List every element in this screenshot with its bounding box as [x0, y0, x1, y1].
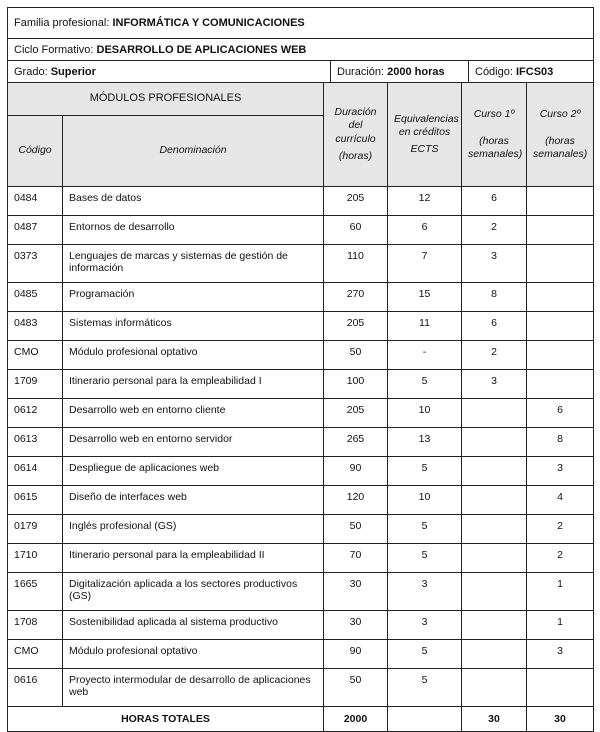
codigo-cell: 1708: [8, 611, 63, 640]
duracion-cell: 30: [324, 573, 388, 611]
ects-cell: 3: [388, 611, 462, 640]
table-row: [8, 515, 594, 544]
table-row: [8, 341, 594, 370]
denominacion-cell: Lenguajes de marcas y sistemas de gestión de información: [63, 245, 324, 283]
denominacion-cell: Desarrollo web en entorno servidor: [63, 428, 324, 457]
grado-row: [8, 61, 594, 83]
curriculum-document: [7, 7, 593, 732]
curso2-header-line: semanales): [533, 148, 588, 161]
denominacion-cell: Módulo profesional optativo: [63, 341, 324, 370]
curso1-cell: [462, 428, 527, 457]
duracion-label: Duración:: [337, 65, 388, 78]
table-row: [8, 245, 594, 283]
ects-cell: 5: [388, 370, 462, 399]
duracion-cell: 205: [324, 399, 388, 428]
table-row: [8, 216, 594, 245]
curso1-header-line: semanales): [468, 148, 523, 161]
curso2-header-line: (horas: [545, 134, 575, 147]
duracion-cell: 90: [324, 457, 388, 486]
curso1-cell: [462, 611, 527, 640]
totals-label: HORAS TOTALES: [8, 707, 324, 732]
duracion-cell: 100: [324, 370, 388, 399]
curso2-header: [527, 83, 594, 187]
denominacion-cell: Despliegue de aplicaciones web: [63, 457, 324, 486]
curso1-cell: [462, 573, 527, 611]
codigo-value: IFCS03: [515, 65, 554, 78]
table-row: [8, 611, 594, 640]
denominacion-cell: Bases de datos: [63, 187, 324, 216]
curso1-cell: 8: [462, 283, 527, 312]
curso2-cell: [527, 216, 594, 245]
duracion-cell: 50: [324, 669, 388, 707]
ects-cell: 7: [388, 245, 462, 283]
ects-header: [388, 83, 462, 187]
codigo-cell: 0485: [8, 283, 63, 312]
denominacion-cell: Sostenibilidad aplicada al sistema productivo: [63, 611, 324, 640]
grado-cell: [8, 61, 331, 83]
table-row: [8, 399, 594, 428]
ects-header-line: ECTS: [410, 143, 439, 156]
grado-value: Superior: [50, 65, 96, 78]
duracion-cell: 60: [324, 216, 388, 245]
denominacion-cell: Sistemas informáticos: [63, 312, 324, 341]
table-row: [8, 187, 594, 216]
duracion-cell: 205: [324, 187, 388, 216]
table-row: [8, 573, 594, 611]
curso1-header: [462, 83, 527, 187]
curso1-cell: [462, 515, 527, 544]
ciclo-label: Ciclo Formativo:: [14, 43, 97, 56]
denominacion-cell: Desarrollo web en entorno cliente: [63, 399, 324, 428]
ects-cell: 12: [388, 187, 462, 216]
table-row: [8, 312, 594, 341]
curso2-cell: 2: [527, 544, 594, 573]
codigo-cell: 1709: [8, 370, 63, 399]
modules-table: [7, 82, 594, 732]
duracion-cell: 50: [324, 341, 388, 370]
familia-cell: [8, 8, 594, 39]
ects-cell: 13: [388, 428, 462, 457]
duracion-cell: 265: [324, 428, 388, 457]
modulos-header: MÓDULOS PROFESIONALES: [8, 83, 324, 116]
curso2-cell: 2: [527, 515, 594, 544]
denominacion-cell: Entornos de desarrollo: [63, 216, 324, 245]
denominacion-cell: Diseño de interfaces web: [63, 486, 324, 515]
codigo-cell: 1665: [8, 573, 63, 611]
ects-cell: 10: [388, 399, 462, 428]
ciclo-cell: [8, 39, 594, 61]
duracion-cell: 270: [324, 283, 388, 312]
ects-cell: 5: [388, 544, 462, 573]
table-row: [8, 283, 594, 312]
curso1-header-line: Curso 1º: [473, 107, 515, 120]
curso2-cell: [527, 341, 594, 370]
curso1-cell: [462, 486, 527, 515]
denominacion-cell: Digitalización aplicada a los sectores productivos (GS): [63, 573, 324, 611]
ciclo-value: DESARROLLO DE APLICACIONES WEB: [96, 43, 307, 56]
curso1-cell: [462, 399, 527, 428]
curso1-cell: [462, 544, 527, 573]
curso1-cell: 2: [462, 341, 527, 370]
curso2-cell: [527, 312, 594, 341]
duracion-cell: 70: [324, 544, 388, 573]
table-row: [8, 457, 594, 486]
ciclo-row: [8, 39, 594, 61]
codigo-cell: CMO: [8, 640, 63, 669]
curso1-cell: 6: [462, 187, 527, 216]
curso1-cell: 3: [462, 370, 527, 399]
table-row: [8, 486, 594, 515]
module-rows: [8, 187, 594, 707]
ects-cell: 5: [388, 515, 462, 544]
duracion-header-line: currículo: [335, 132, 376, 145]
duracion-cell: 30: [324, 611, 388, 640]
codigo-cell: 1710: [8, 544, 63, 573]
curso2-cell: 1: [527, 611, 594, 640]
info-table: [7, 7, 594, 83]
curso1-cell: 2: [462, 216, 527, 245]
totals-curso2: 30: [527, 707, 594, 732]
codigo-cell: CMO: [8, 341, 63, 370]
curso2-cell: 3: [527, 640, 594, 669]
denominacion-cell: Módulo profesional optativo: [63, 640, 324, 669]
curso2-header-line: Curso 2º: [539, 107, 581, 120]
codigo-header: Código: [8, 116, 63, 187]
curso1-cell: 3: [462, 245, 527, 283]
table-row: [8, 428, 594, 457]
duracion-cell: 110: [324, 245, 388, 283]
ects-cell: 6: [388, 216, 462, 245]
ects-cell: 3: [388, 573, 462, 611]
curso2-cell: 3: [527, 457, 594, 486]
duracion-header: [324, 83, 388, 187]
familia-value: INFORMÁTICA Y COMUNICACIONES: [112, 17, 305, 29]
ects-cell: 11: [388, 312, 462, 341]
codigo-cell: 0615: [8, 486, 63, 515]
codigo-cell: 0614: [8, 457, 63, 486]
curso2-cell: 6: [527, 399, 594, 428]
codigo-cell: 0373: [8, 245, 63, 283]
codigo-label: Código:: [475, 65, 516, 78]
duracion-header-line: (horas): [338, 149, 373, 162]
ects-cell: 5: [388, 640, 462, 669]
curso2-cell: [527, 669, 594, 707]
header-row-1: [8, 83, 594, 116]
duracion-cell: 205: [324, 312, 388, 341]
table-row: [8, 370, 594, 399]
curso2-cell: [527, 283, 594, 312]
denominacion-header: Denominación: [63, 116, 324, 187]
familia-row: [8, 8, 594, 39]
codigo-cell: 0484: [8, 187, 63, 216]
curso2-cell: 4: [527, 486, 594, 515]
codigo-cell: 0179: [8, 515, 63, 544]
ects-cell: 15: [388, 283, 462, 312]
ects-cell: 5: [388, 669, 462, 707]
grado-label: Grado:: [14, 65, 51, 78]
ects-cell: 10: [388, 486, 462, 515]
denominacion-cell: Itinerario personal para la empleabilidad I: [63, 370, 324, 399]
duracion-cell: 120: [324, 486, 388, 515]
totals-row: [8, 707, 594, 732]
codigo-cell: 0487: [8, 216, 63, 245]
ects-cell: 5: [388, 457, 462, 486]
denominacion-cell: Programación: [63, 283, 324, 312]
totals-duracion: 2000: [324, 707, 388, 732]
codigo-cell: 0612: [8, 399, 63, 428]
curso1-cell: 6: [462, 312, 527, 341]
duracion-header-line: del: [348, 119, 363, 132]
curso1-cell: [462, 640, 527, 669]
denominacion-cell: Proyecto intermodular de desarrollo de aplicaciones web: [63, 669, 324, 707]
codigo-cell: 0613: [8, 428, 63, 457]
totals-ects: [388, 707, 462, 732]
ects-header-line: Equivalencias: [394, 112, 459, 125]
familia-label: Familia profesional:: [14, 17, 113, 29]
curso2-cell: 1: [527, 573, 594, 611]
codigo-cell: [469, 61, 594, 83]
denominacion-cell: Inglés profesional (GS): [63, 515, 324, 544]
codigo-cell: 0616: [8, 669, 63, 707]
duracion-header-line: Duración: [334, 106, 377, 119]
curso1-cell: [462, 457, 527, 486]
denominacion-cell: Itinerario personal para la empleabilidad II: [63, 544, 324, 573]
curso2-cell: 8: [527, 428, 594, 457]
totals-curso1: 30: [462, 707, 527, 732]
table-row: [8, 640, 594, 669]
table-row: [8, 544, 594, 573]
curso2-cell: [527, 245, 594, 283]
ects-cell: -: [388, 341, 462, 370]
table-row: [8, 669, 594, 707]
duracion-value: 2000 horas: [387, 65, 445, 78]
curso2-cell: [527, 370, 594, 399]
duracion-cell: 50: [324, 515, 388, 544]
duracion-cell: [331, 61, 469, 83]
curso1-cell: [462, 669, 527, 707]
curso1-header-line: (horas: [479, 134, 509, 147]
curso2-cell: [527, 187, 594, 216]
ects-header-line: en créditos: [398, 125, 451, 138]
codigo-cell: 0483: [8, 312, 63, 341]
duracion-cell: 90: [324, 640, 388, 669]
